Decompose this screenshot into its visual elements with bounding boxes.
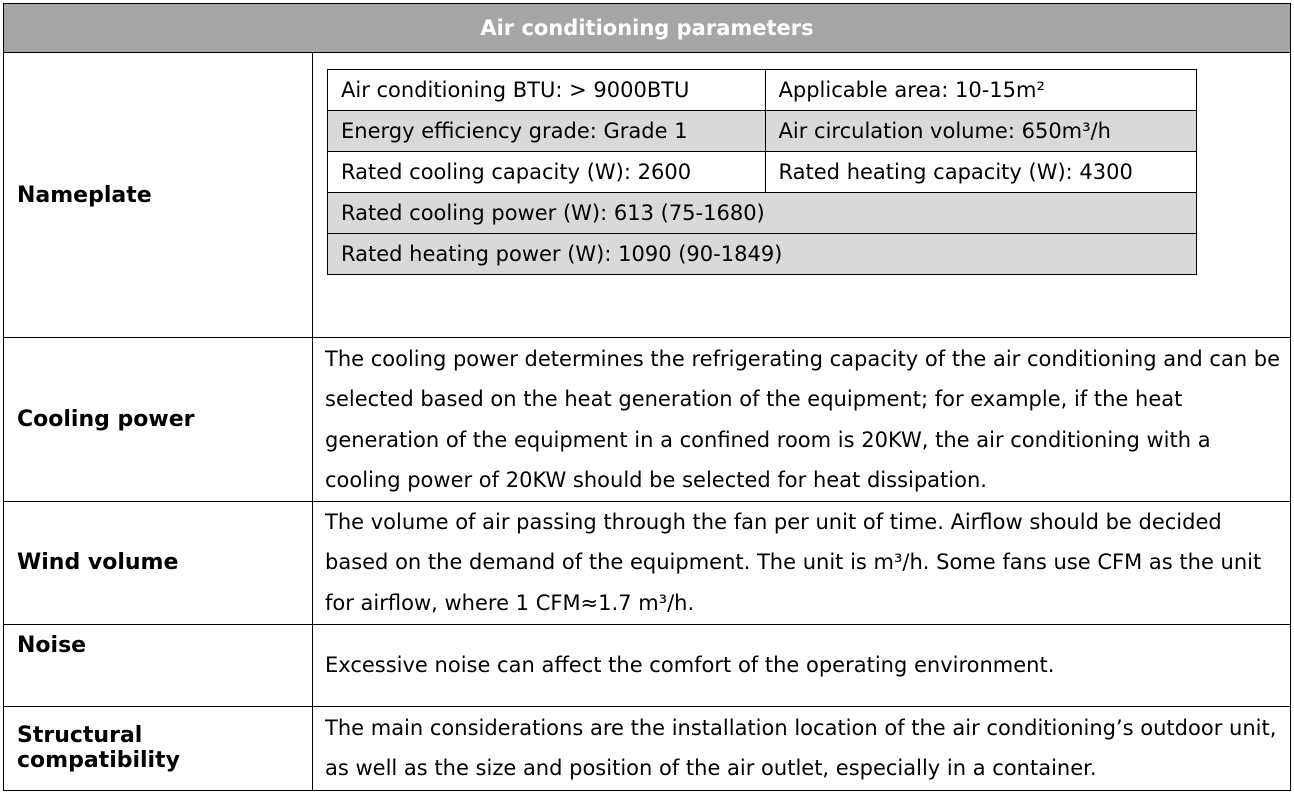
cooling-power-row — [4, 338, 1291, 501]
noise-label: Noise — [4, 624, 313, 706]
nameplate-row-3 — [328, 152, 1197, 193]
cooling-power-label: Cooling power — [4, 338, 313, 501]
parameters-table — [3, 3, 1291, 791]
nameplate-row-5 — [328, 234, 1197, 275]
nameplate-table — [327, 69, 1197, 275]
nameplate-heating-power: Rated heating power (W): 1090 (90-1849) — [328, 234, 1197, 275]
cooling-power-text: The cooling power determines the refrigerating capacity of the air conditioning and can be selected based on the heat generation of the equipment; for example, if the heat generation of the equipment in a confined room is 20KW, the air conditioning with a cooling power of 20KW should be selected for heat dissipation. — [313, 338, 1291, 501]
nameplate-row — [4, 53, 1291, 338]
nameplate-row-4 — [328, 193, 1197, 234]
nameplate-content — [313, 53, 1291, 338]
wind-volume-row — [4, 501, 1291, 624]
table-title: Air conditioning parameters — [4, 4, 1291, 53]
structural-label: Structural compatibility — [4, 706, 313, 790]
nameplate-efficiency: Energy efficiency grade: Grade 1 — [328, 111, 766, 152]
noise-row — [4, 624, 1291, 706]
header-row — [4, 4, 1291, 53]
nameplate-row-2 — [328, 111, 1197, 152]
nameplate-area: Applicable area: 10-15m² — [765, 70, 1196, 111]
nameplate-label: Nameplate — [4, 53, 313, 338]
nameplate-heating-capacity: Rated heating capacity (W): 4300 — [765, 152, 1196, 193]
wind-volume-text: The volume of air passing through the fan per unit of time. Airflow should be decided based on the demand of the equipment. The unit is m³/h. Some fans use CFM as the unit for airflow, where 1 CFM≈1.7 m³/h. — [313, 501, 1291, 624]
nameplate-cooling-capacity: Rated cooling capacity (W): 2600 — [328, 152, 766, 193]
wind-volume-label: Wind volume — [4, 501, 313, 624]
nameplate-cooling-power: Rated cooling power (W): 613 (75-1680) — [328, 193, 1197, 234]
nameplate-row-1 — [328, 70, 1197, 111]
structural-text: The main considerations are the installation location of the air conditioning’s outdoor unit, as well as the size and position of the air outlet, especially in a container. — [313, 706, 1291, 790]
noise-text: Excessive noise can affect the comfort of the operating environment. — [313, 624, 1291, 706]
structural-row — [4, 706, 1291, 790]
nameplate-circulation: Air circulation volume: 650m³/h — [765, 111, 1196, 152]
nameplate-btu: Air conditioning BTU: > 9000BTU — [328, 70, 766, 111]
